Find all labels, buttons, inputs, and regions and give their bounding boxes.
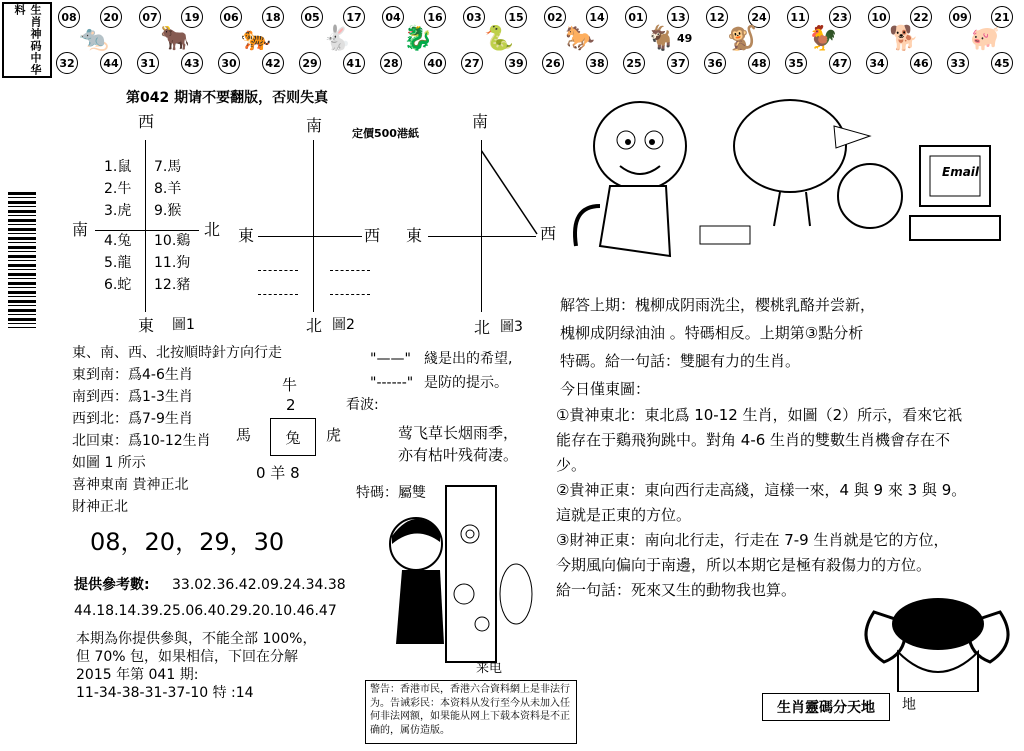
- rule-line: 南到西：爲1-3生肖: [72, 389, 193, 405]
- zodiac-number: 34: [866, 52, 888, 74]
- answer-line: 今日僅東圖：: [560, 380, 651, 398]
- fig1-zodiac-item: 8.羊: [154, 181, 182, 197]
- zodiac-cell: [297, 2, 379, 74]
- footer-box: 生肖靈碼分天地: [762, 693, 890, 721]
- zodiac-number: 30: [218, 52, 240, 74]
- fig1-east: 東: [138, 316, 155, 335]
- zodiac-cell: [378, 2, 460, 74]
- footer-extra: 地: [902, 697, 916, 713]
- goat-icon: 🐐: [646, 24, 676, 52]
- zodiac-number: 01: [625, 6, 647, 28]
- ref-line-1: 33.02.36.42.09.24.34.38: [172, 577, 346, 593]
- zodiac-number: 10: [868, 6, 890, 28]
- zodiac-number: 47: [829, 52, 851, 74]
- zodiac-cell: [621, 2, 703, 74]
- zodiac-number: 29: [299, 52, 321, 74]
- zodiac-number: 39: [505, 52, 527, 74]
- zodiac-number: 27: [461, 52, 483, 74]
- mini-top-num: 2: [286, 396, 296, 414]
- tiger-icon: 🐅: [241, 24, 271, 52]
- answer-line: 槐柳成阴绿油油 。特碼相反。上期第③點分析: [560, 324, 864, 342]
- zodiac-number: 08: [58, 6, 80, 28]
- zodiac-number: 21: [991, 6, 1013, 28]
- rat-icon: 🐀: [79, 24, 109, 52]
- zodiac-cell: [540, 2, 622, 74]
- mini-top: 牛: [282, 376, 298, 394]
- zodiac-number: 32: [56, 52, 78, 74]
- price-label: 定價500港紙: [352, 127, 419, 140]
- zodiac-number: 24: [748, 6, 770, 28]
- dragon-icon: 🐉: [403, 24, 433, 52]
- zodiac-number: 16: [424, 6, 446, 28]
- fig1-zodiac-item: 11.狗: [154, 255, 191, 271]
- tema-label: 特碼：屬雙: [356, 485, 426, 501]
- zodiac-number: 46: [910, 52, 932, 74]
- zodiac-number: 45: [991, 52, 1013, 74]
- mini-bottom: 0 羊 8: [256, 464, 300, 482]
- zodiac-number: 02: [544, 6, 566, 28]
- zodiac-cell: [459, 2, 541, 74]
- fig1-zodiac-item: 9.猴: [154, 203, 182, 219]
- notice-line: 本期為你提供參與，不能全部 100%，: [76, 631, 317, 647]
- special-numbers: 08，20，29，30: [90, 528, 285, 556]
- zodiac-number: 17: [343, 6, 365, 28]
- horse-icon: 🐎: [565, 24, 595, 52]
- fig3-north: 北: [474, 318, 491, 337]
- analysis-line: ①貴神東北：東北爲 10-12 生肖，如圖（2）所示，看來它祇: [556, 406, 963, 424]
- zodiac-cell: [945, 2, 1024, 74]
- zodiac-number: 44: [100, 52, 122, 74]
- zodiac-number: 48: [748, 52, 770, 74]
- answer-line: 特碼。給一句話：雙腿有力的生肖。: [560, 352, 801, 370]
- pig-icon: 🐖: [970, 24, 1000, 52]
- bottom-partial-text: 来电: [476, 661, 503, 676]
- fig1-zodiac-item: 3.虎: [104, 203, 132, 219]
- notice-line: 2015 年第 041 期:: [76, 667, 199, 683]
- rule-line: 東到南：爲4-6生肖: [72, 367, 193, 383]
- legend-dash-text: 是防的提示。: [424, 375, 508, 391]
- email-label: Email: [942, 165, 980, 179]
- barcode: [8, 192, 36, 328]
- fig2-north: 北: [306, 316, 323, 335]
- zodiac-number: 03: [463, 6, 485, 28]
- zodiac-number: 12: [706, 6, 728, 28]
- ram-illustration: [854, 582, 1020, 692]
- fig1-zodiac-item: 1.鼠: [104, 159, 132, 175]
- analysis-line: 少。: [556, 456, 587, 474]
- mini-center-box: 兔: [270, 418, 316, 456]
- fig3-east: 東: [406, 226, 423, 245]
- zodiac-extra-number: 49: [677, 32, 693, 45]
- warning-box: 警告：香港市民，香港六合資料網上是非法行为。告诫彩民：本资料从发行至今从未加入任何非法网额，如果能从网上下载本资料是不正确的，属仿造版。: [365, 680, 577, 744]
- fig1-zodiac-item: 6.蛇: [104, 277, 132, 293]
- zodiac-number: 06: [220, 6, 242, 28]
- poem-line-1: 莺飞草长烟雨季，: [398, 424, 519, 442]
- ox-icon: 🐂: [160, 24, 190, 52]
- zodiac-number: 22: [910, 6, 932, 28]
- rule-line: 東、南、西、北按順時針方向行走: [72, 345, 282, 361]
- fig1-zodiac-item: 5.龍: [104, 255, 132, 271]
- mini-right: 虎: [326, 426, 342, 444]
- analysis-line: ③財神正東：南向北行走，行走在 7-9 生肖就是它的方位，: [556, 531, 949, 549]
- zodiac-number: 15: [505, 6, 527, 28]
- dog-icon: 🐕: [889, 24, 919, 52]
- rooster-icon: 🐓: [808, 24, 838, 52]
- legend-solid: "——": [370, 351, 411, 367]
- zodiac-number: 26: [542, 52, 564, 74]
- zodiac-number: 18: [262, 6, 284, 28]
- fig1-zodiac-item: 7.馬: [154, 159, 182, 175]
- zodiac-number: 13: [667, 6, 689, 28]
- poem-line-2: 亦有枯叶残荷凄。: [398, 446, 519, 464]
- zodiac-number: 40: [424, 52, 446, 74]
- analysis-line: ②貴神正東：東向西行走高綫，這樣一來，4 與 9 來 3 與 9。: [556, 481, 967, 499]
- mini-label: 看波:: [346, 397, 379, 413]
- ref-label: 提供參考數:: [74, 577, 150, 593]
- fig1-zodiac-item: 2.牛: [104, 181, 132, 197]
- rule-line: 西到北：爲7-9生肖: [72, 411, 193, 427]
- zodiac-cell: [702, 2, 784, 74]
- zodiac-number: 04: [382, 6, 404, 28]
- zodiac-number: 14: [586, 6, 608, 28]
- analysis-line: 給一句話：死來又生的動物我也算。: [556, 581, 797, 599]
- zodiac-number: 20: [100, 6, 122, 28]
- zodiac-number: 28: [380, 52, 402, 74]
- fig2-caption: 圖2: [332, 317, 355, 333]
- fig1-west: 西: [138, 112, 155, 131]
- zodiac-number: 09: [949, 6, 971, 28]
- snake-icon: 🐍: [484, 24, 514, 52]
- fig1-caption: 圖1: [172, 317, 195, 333]
- zodiac-cell: [216, 2, 298, 74]
- fig1-south: 南: [72, 220, 89, 239]
- zodiac-cell: [864, 2, 946, 74]
- zodiac-number: 36: [704, 52, 726, 74]
- zodiac-cell: [783, 2, 865, 74]
- fig3-caption: 圖3: [500, 319, 523, 335]
- monkey-icon: 🐒: [727, 24, 757, 52]
- side-title: 生肖神码中华料: [2, 2, 52, 78]
- zodiac-number: 05: [301, 6, 323, 28]
- zodiac-number: 19: [181, 6, 203, 28]
- legend-dash: "------": [370, 375, 414, 391]
- analysis-line: 這就是正東的方位。: [556, 506, 692, 524]
- zodiac-cell: [54, 2, 136, 74]
- rule-line: 財神正北: [72, 499, 128, 515]
- fig1-zodiac-item: 10.鷄: [154, 233, 191, 249]
- zodiac-number: 07: [139, 6, 161, 28]
- fig1-zodiac-item: 4.兔: [104, 233, 132, 249]
- cartoon-tiger-chicks: [570, 86, 1020, 286]
- header-strip: [0, 0, 1024, 78]
- rule-line: 如圖 1 所示: [72, 455, 146, 471]
- fig1-north: 北: [204, 220, 221, 239]
- fig3-south: 南: [472, 112, 489, 131]
- zodiac-number: 35: [785, 52, 807, 74]
- zodiac-number: 38: [586, 52, 608, 74]
- boy-tree-illustration: [384, 484, 534, 664]
- notice-line: 但 70% 包，如果相信，下回在分解: [76, 649, 299, 665]
- zodiac-number: 31: [137, 52, 159, 74]
- analysis-line: 能存在于鷄飛狗跳中。對角 4-6 生肖的雙數生肖機會存在不: [556, 431, 951, 449]
- fig2-east: 東: [238, 226, 255, 245]
- zodiac-number: 25: [623, 52, 645, 74]
- zodiac-number: 41: [343, 52, 365, 74]
- issue-line: 第042 期请不要翻版，否则失真: [126, 90, 329, 106]
- fig2-west: 西: [364, 226, 381, 245]
- zodiac-number: 43: [181, 52, 203, 74]
- ref-line-2: 44.18.14.39.25.06.40.29.20.10.46.47: [74, 603, 337, 619]
- rule-line: 喜神東南 貴神正北: [72, 477, 189, 493]
- rule-line: 北回東：爲10-12生肖: [72, 433, 211, 449]
- rabbit-icon: 🐇: [322, 24, 352, 52]
- fig3-west: 西: [540, 224, 557, 243]
- fig1-zodiac-item: 12.豬: [154, 277, 191, 293]
- mini-left: 馬: [236, 426, 252, 444]
- analysis-line: 今期風向偏向于南邊，所以本期它是極有殺傷力的方位。: [556, 556, 932, 574]
- zodiac-number: 23: [829, 6, 851, 28]
- answer-line: 解答上期：槐柳成阴雨洗尘，樱桃乳酪并尝新，: [560, 296, 876, 314]
- fig2-south: 南: [306, 116, 323, 135]
- zodiac-number: 33: [947, 52, 969, 74]
- zodiac-cell: [135, 2, 217, 74]
- zodiac-number: 42: [262, 52, 284, 74]
- legend-solid-text: 綫是出的希望,: [424, 351, 513, 367]
- zodiac-number: 37: [667, 52, 689, 74]
- zodiac-number: 11: [787, 6, 809, 28]
- notice-line: 11-34-38-31-37-10 特 :14: [76, 685, 254, 701]
